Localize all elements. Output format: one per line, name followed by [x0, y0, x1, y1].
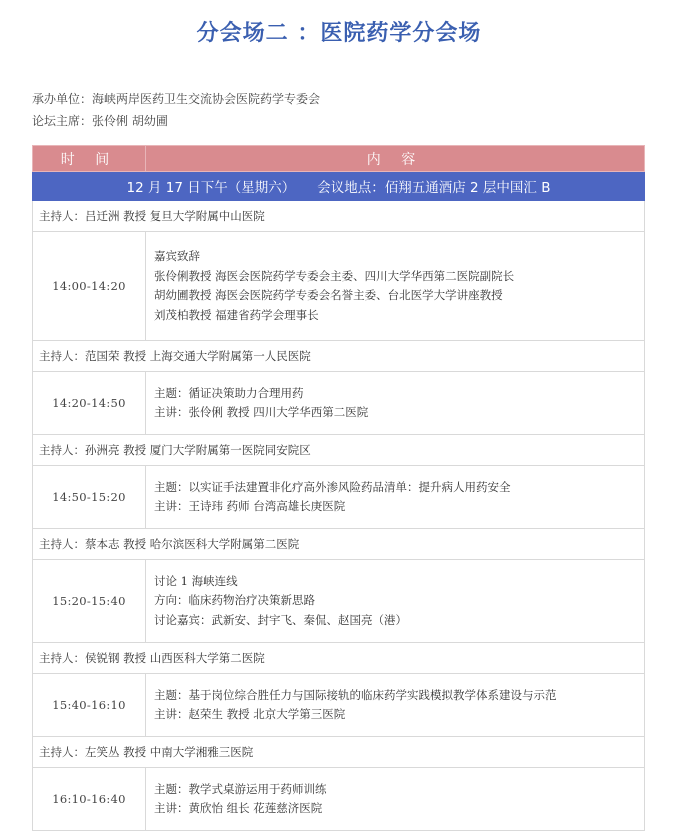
content-line: 主讲：赵荣生 教授 北京大学第三医院: [154, 707, 346, 721]
host-row: [33, 643, 645, 674]
host-cell: [33, 643, 645, 674]
content-line: 胡幼圃教授 海医会医院药学专委会名誉主委、台北医学大学讲座教授: [154, 288, 503, 302]
session-content: [146, 560, 645, 643]
host-label: 主持人：: [39, 745, 85, 759]
date-venue-cell: [33, 172, 645, 201]
content-line: 主题：基于岗位综合胜任力与国际接轨的临床药学实践模拟教学体系建设与示范: [154, 687, 557, 702]
host-name: 范国荣 教授 上海交通大学附属第一人民医院: [85, 349, 311, 363]
session-content: [146, 466, 645, 529]
session-content: [146, 372, 645, 435]
session-row: [33, 674, 645, 737]
session-content: [146, 232, 645, 341]
session-row: [33, 560, 645, 643]
host-label: 主持人：: [39, 349, 85, 363]
content-line: 嘉宾致辞: [154, 249, 200, 263]
content-line: 主题：教学式桌游运用于药师训练: [154, 781, 327, 796]
organizer-line: 承办单位：海峡两岸医药卫生交流协会医院药学专委会: [32, 92, 321, 106]
session-time: 14:00-14:20: [33, 232, 146, 341]
host-label: 主持人：: [39, 651, 85, 665]
table-header-row: [33, 146, 645, 172]
host-cell: [33, 737, 645, 768]
session-row: [33, 372, 645, 435]
schedule-table: [32, 145, 645, 831]
session-venue: 会议地点：佰翔五通酒店 2 层中国汇 B: [317, 180, 551, 196]
content-line: 主讲：王诗玮 药师 台湾高雄长庚医院: [154, 499, 346, 513]
session-content: [146, 674, 645, 737]
host-name: 吕迁洲 教授 复旦大学附属中山医院: [85, 209, 265, 223]
host-label: 主持人：: [39, 443, 85, 457]
session-row: [33, 768, 645, 831]
host-row: [33, 341, 645, 372]
content-line: 方向：临床药物治疗决策新思路: [154, 593, 315, 608]
session-date: 12 月 17 日下午（星期六）: [126, 180, 296, 196]
content-line: 张伶俐教授 海医会医院药学专委会主委、四川大学华西第二医院副院长: [154, 268, 515, 283]
content-line: 讨论嘉宾：武新安、封宇飞、秦侃、赵国亮（港）: [154, 612, 407, 627]
host-cell: [33, 529, 645, 560]
session-time: 15:20-15:40: [33, 560, 146, 643]
host-cell: [33, 341, 645, 372]
session-time: 14:50-15:20: [33, 466, 146, 529]
host-row: [33, 737, 645, 768]
content-line: 刘茂柏教授 福建省药学会理事长: [154, 307, 319, 322]
session-time: 14:20-14:50: [33, 372, 146, 435]
host-name: 蔡本志 教授 哈尔滨医科大学附属第二医院: [85, 537, 300, 551]
session-row: [33, 466, 645, 529]
date-bar: [33, 172, 645, 201]
host-label: 主持人：: [39, 209, 85, 223]
chairs-line: 论坛主席：张伶俐 胡幼圃: [32, 114, 168, 128]
content-line: 主题：循证决策助力合理用药: [154, 385, 304, 400]
content-line: 主讲：黄欣怡 组长 花莲慈济医院: [154, 801, 323, 815]
host-label: 主持人：: [39, 537, 85, 551]
host-row: [33, 529, 645, 560]
host-row: [33, 201, 645, 232]
host-name: 左笑丛 教授 中南大学湘雅三医院: [85, 745, 254, 759]
host-name: 侯锐钢 教授 山西医科大学第二医院: [85, 651, 265, 665]
content-line: 主题：以实证手法建置非化疗高外渗风险药品清单：提升病人用药安全: [154, 479, 511, 494]
header-content: 内 容: [146, 146, 645, 172]
host-cell: [33, 435, 645, 466]
session-time: 16:10-16:40: [33, 768, 146, 831]
content-line: 主讲：张伶俐 教授 四川大学华西第二医院: [154, 405, 369, 419]
header-time: 时 间: [33, 146, 146, 172]
page-title: 分会场二 ：医院药学分会场: [196, 21, 482, 46]
host-name: 孙洲亮 教授 厦门大学附属第一医院同安院区: [85, 443, 311, 457]
host-cell: [33, 201, 645, 232]
session-content: [146, 768, 645, 831]
content-line: 讨论 1 海峡连线: [154, 573, 238, 588]
session-row: [33, 232, 645, 341]
host-row: [33, 435, 645, 466]
session-time: 15:40-16:10: [33, 674, 146, 737]
